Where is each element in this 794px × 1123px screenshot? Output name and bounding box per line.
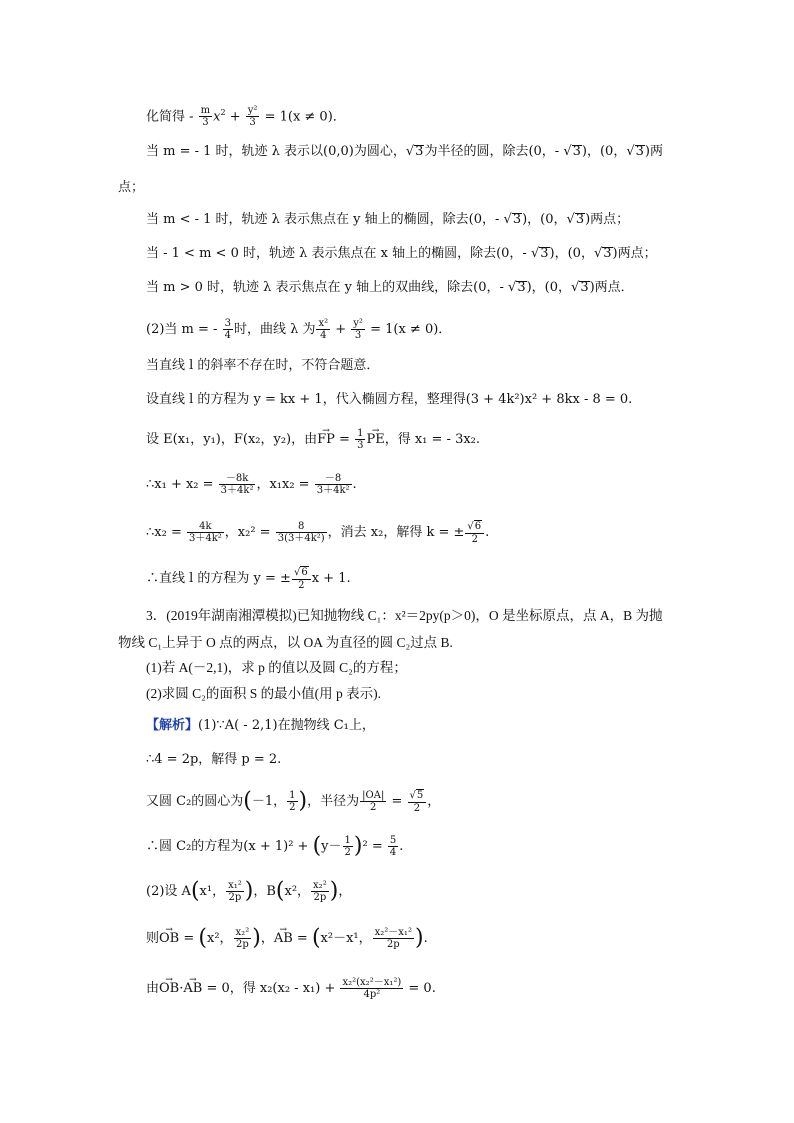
question-3-cont: 物线 C₁上异于 O 点的两点，以 OA 为直径的圆 C₂过点 B. [118,635,453,650]
eq-simplified: 化简得 - $\frac{m}{3}$ $x^2$ + $\frac{\text{y²}}{3}$ = 1(x ≠ 0)． [146,105,346,129]
part2-curve: (2)当 m = - $\frac{3}{4}$ 时，曲线 λ 为 $\frac{\text{x²}}{4}$ + $\frac{\text{y²}}{3}$ = 1(x ≠ 0)． [146,318,452,341]
vieta-relations: ∴x₁ + x₂ = $\frac{-8k}{\text{3＋4k²}}$ ，x₁x₂ = $\frac{-8}{\text{3＋4k²}}$ . [146,473,357,496]
line-equation: 设直线 l 的方程为 y = kx + 1，代入椭圆方程，整理得(3 + 4k²)x² + 8kx - 8 = 0. [146,392,633,407]
circle-center: 又圆 C₂的圆心为(－1， $\frac{1}{2}$ )，半径为 $\frac{|OA|}{2}$ = $\frac{√5}{2}$ ， [146,788,441,814]
case-m-eq-neg1-cont: 点； [118,180,145,195]
case-m-gt-0: 当 m > 0 时，轨迹 λ 表示焦点在 y 轴上的双曲线，除去(0，- √3)，(0，√3)两点． [146,280,634,295]
question-3-part2: (2)求圆 C₂的面积 S 的最小值(用 p 表示). [146,686,381,701]
solve-k: ∴x₂ = $\frac{4k}{\text{3＋4k²}}$ ，x₂² = $\frac{8}{\text{3(3＋4k²)}}$ ，消去 x₂，解得 k = ± $\frac{√6}{2}$ . [146,521,490,545]
dot-product: 由→ OB·→ AB = 0，得 x₂(x₂ - x₁) + $\frac{\text{x₂²(x₂²－x₁²)}}{\text{4p²}}$ = 0. [146,977,436,1000]
vectors-ob-ab: 则→ OB = (x²， $\frac{\text{x₂²}}{2p}$ )，→ AB = (x²－x¹， $\frac{\text{x₂²－x₁²}}{2p}$ ). [146,927,428,950]
question-3: 3．(2019年湖南湘潭模拟)已知抛物线 C₁：x²＝2py(p＞0)，O 是坐标原点，点 A，B 为抛 [146,608,663,623]
set-points: 设 E(x₁，y₁)，F(x₂，y₂)，由→ FP = $\frac{1}{3}$ → PE，得 x₁ = - 3x₂. [146,428,480,451]
slope-not-exist: 当直线 l 的斜率不存在时，不符合题意． [146,358,380,373]
solution-start: 【解析】(1)∵A( - 2,1)在抛物线 C₁上， [146,718,375,733]
question-3-part1: (1)若 A(－2,1)，求 p 的值以及圆 C₂的方程； [146,660,407,675]
solution-tag: 【解析】 [146,718,199,733]
solve-p: ∴4 = 2p，解得 p = 2. [146,752,282,767]
line-result: ∴直线 l 的方程为 y = ± $\frac{√6}{2}$ x + 1. [146,567,351,591]
case-m-between: 当 - 1 < m < 0 时，轨迹 λ 表示焦点在 x 轴上的椭圆，除去(0，- √3)，(0，√3)两点； [146,246,657,261]
set-a-b: (2)设 A(x¹， $\frac{\text{x₁²}}{2p}$ )，B(x²， $\frac{\text{x₂²}}{2p}$ )， [146,878,352,904]
case-m-lt-neg1: 当 m < - 1 时，轨迹 λ 表示焦点在 y 轴上的椭圆，除去(0，- √3)，(0，√3)两点； [146,212,630,227]
case-m-eq-neg1: 当 m = - 1 时，轨迹 λ 表示以(0,0)为圆心，√3为半径的圆，除去(0，- √3)，(0，√3)两 [146,144,663,159]
circle-equation: ∴圆 C₂的方程为(x + 1)² + (y－ $\frac{1}{2}$ )² = $\frac{5}{4}$ . [146,833,404,859]
